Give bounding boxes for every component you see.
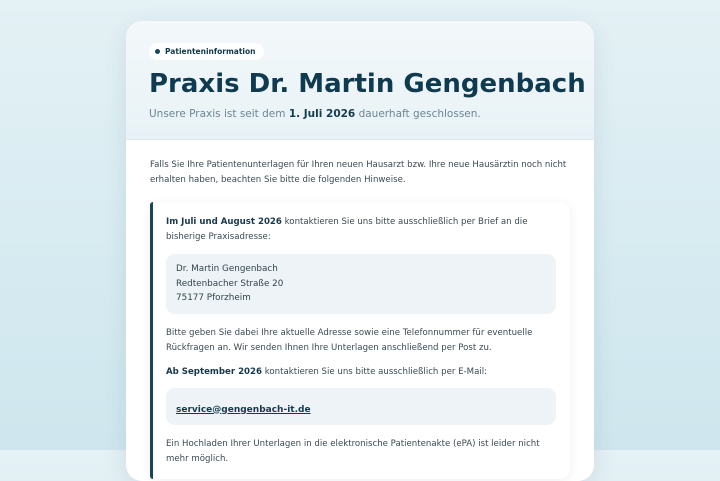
period1-rest: kontaktieren Sie uns bitte ausschließlich per Brief an die bisherige Praxisadresse: — [166, 217, 528, 242]
period1-bold: Im Juli und August 2026 — [166, 217, 282, 227]
card-header — [126, 21, 594, 140]
post-note: Bitte geben Sie dabei Ihre aktuelle Adresse sowie eine Telefonnummer für eventuelle Rückfragen an. Wir senden Ihnen Ihre Unterlagen anschließend per Post zu. — [166, 327, 533, 353]
email-link[interactable]: service@gengenbach-it.de — [176, 404, 311, 415]
page-subtitle — [149, 108, 481, 120]
notice-box — [150, 202, 570, 479]
address-name: Dr. Martin Gengenbach — [176, 264, 278, 274]
epa-note: Ein Hochladen Ihrer Unterlagen in die elektronische Patientenakte (ePA) ist leider nicht mehr möglich. — [166, 438, 540, 464]
info-card — [126, 21, 594, 481]
period2-bold: Ab September 2026 — [166, 366, 262, 377]
dot-icon — [155, 49, 160, 54]
email-box — [166, 388, 556, 425]
address-city: 75177 Pforzheim — [176, 293, 251, 303]
period2-text — [166, 365, 556, 380]
info-badge — [149, 43, 264, 60]
address-street: Redtenbacher Straße 20 — [176, 278, 284, 289]
subtitle-date: 1. Juli 2026 — [288, 108, 356, 120]
card-body — [126, 140, 594, 479]
subtitle-pre: Unsere Praxis ist seit dem — [149, 108, 289, 120]
address-box — [166, 254, 556, 314]
period2-rest: kontaktieren Sie uns bitte ausschließlich per E-Mail: — [261, 366, 488, 377]
subtitle-post: dauerhaft geschlossen. — [355, 108, 481, 120]
badge-label: Patienteninformation — [165, 47, 256, 56]
period1-text — [166, 215, 556, 245]
intro-text: Falls Sie Ihre Patientenunterlagen für Ihren neuen Hausarzt bzw. Ihre neue Hausärztin noch nicht erhalten haben, beachten Sie bitte die folgenden Hinweise. — [150, 160, 567, 185]
page-title: Praxis Dr. Martin Gengenbach — [149, 69, 586, 99]
